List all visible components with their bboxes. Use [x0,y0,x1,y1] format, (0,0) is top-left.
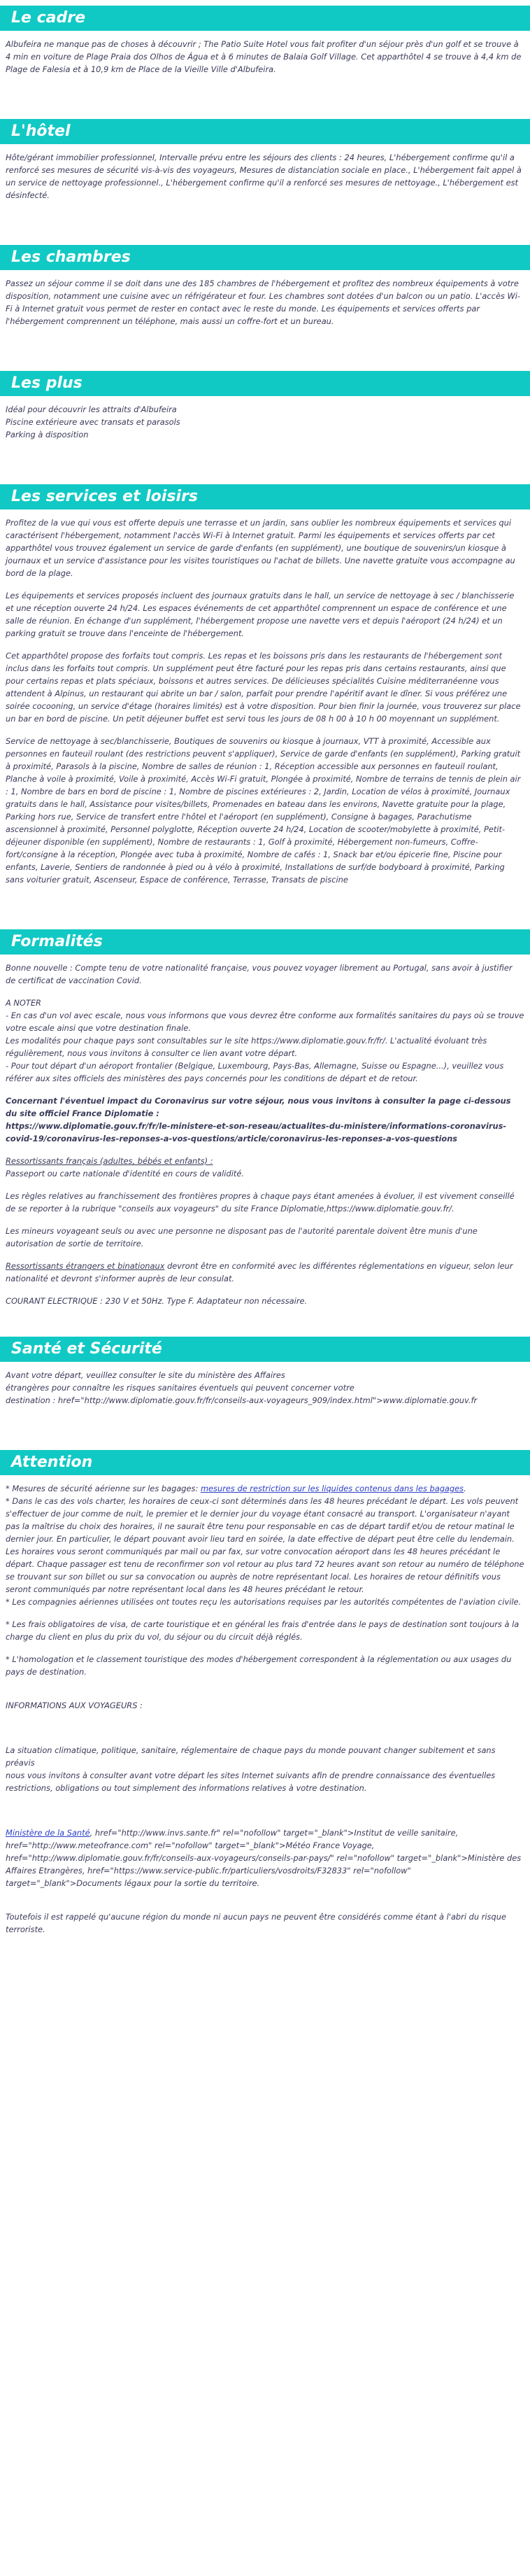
formalites-electric: COURANT ELECTRIQUE : 230 V et 50Hz. Type F. Adaptateur non nécessaire. [6,1296,308,1306]
services-paragraph: Service de nettoyage à sec/blanchisserie, Boutiques de souvenirs ou kiosque à journaux, VTT à proximité, Accessible aux personnes en fauteuil roulant (des restrictions peuvent s'appliquer), Service de garde d'enfants (en supplément), Parking gratuit à proximité, Parasols à la piscine, Nombre de salles de réunion : 1, Réception accessible aux personnes en fauteuil roulant, Planche à voile à proximité, Voile à proximité, Accès Wi-Fi gratuit, Plongée à proximité, Nombre de terrains de tennis de plein air : 1, Nombre de bars en bord de piscine : 1, Nombre de piscines extérieures : 2, Jardin, Location de vélos à proximité, Journaux gratuits dans le hall, Assistance pour visites/billets, Promenades en bateau dans les environs, Navette gratuite pour la plage, Parking hors rue, Service de transfert entre l'hôtel et l'aéroport (en supplément), Consigne à bagages, Parachutisme ascensionnel à proximité, Personnel polyglotte, Réception ouverte 24 h/24, Location de scooter/mobylette à proximité, Petit-déjeuner disponible (en supplément), Nombre de restaurants : 1, Golf à proximité, Hébergement non-fumeurs, Coffre-fort/consigne à la réception, Plongée avec tuba à proximité, Nombre de cafés : 1, Snack bar et/ou épicerie fine, Piscine pour enfants, Laverie, Sentiers de randonnée à pied ou à vélo à proximité, Installations de surf/de bodyboard à proximité, Parking sans voiturier gratuit, Ascenseur, Espace de conférence, Terrasse, Transats de piscine [6,736,524,885]
formalites-nationals [0,1155,530,1180]
attention-baggage [0,1482,530,1495]
hotel-text: Hôte/gérant immobilier professionnel, Intervalle prévu entre les séjours des clients : 24 heures, L'hébergement confirme qu'il a renforcé ses mesures de sécurité vis-à-vis des voyageurs, Mesures de distanciation sociale en place., L'hébergement fait appel à un service de nettoyage professionnel., L'hébergement confirme qu'il a renforcé ses mesures de nettoyage., L'hébergement est désinfecté. [6,153,524,200]
formalites-foreign-head: Ressortissants étrangers et binationaux [6,1261,165,1271]
formalites-foreign [0,1260,530,1285]
formalites-borders: Les règles relatives au franchissement des frontières propres à chaque pays étant amenées à évoluer, il est vivement conseillé de se reporter à la rubrique "conseils aux voyageurs" du site France Diplomatie,https://www.diplomatie.gouv.fr/. [6,1191,517,1213]
section-title-chambres: Les chambres [0,245,530,270]
plus-line: Piscine extérieure avec transats et parasols [6,417,180,427]
attention-charter: * Dans le cas des vols charter, les horaires de ceux-ci sont déterminés dans les 48 heures précédant le départ. Les vols peuvent s'effectuer de jour comme de nuit, le premier et le dernier jour du voyage étant consacré au transport. L'organisateur n'ayant pas la maîtrise du choix des horaires, il ne saurait être tenu pour responsable en cas de départ tardif et/ou de retour matinal le dernier jour. En particulier, le départ pouvant avoir lieu tard en soirée, la date effective de départ peut être celle du lendemain. Les horaires vous seront communiqués par mail ou par fax, sur votre convocation aéroport dans les 48 heures précédant le départ. Chaque passager est tenu de reconfirmer son vol retour au plus tard 72 heures avant son retour au numéro de téléphone se trouvant sur son billet ou sur sa convocation ou auprès de notre représentant local. Les horaires de retour définitifs vous seront communiqués par notre représentant local dans les 48 heures précédant le retour. * Les compagnies aériennes utilisées ont toutes reçu les autorisations requises par les autorités compétentes de l'aviation civile. [6,1496,524,1607]
plus-list [0,403,530,441]
section-title-cadre: Le cadre [0,6,530,31]
attention-baggage-suffix: . [464,1484,466,1493]
attention-links-rest: , href="http://www.invs.sante.fr" rel="nofollow" target="_blank">Institut de veille sanitaire, href="http://www.meteofrance.com" rel="nofollow" target="_blank">Météo France Voyage, href="http://www.diplomatie.gouv.fr/fr/conseils-aux-voyageurs/conseils-par-pays/" rel="nofollow" target="_blank">Ministère des Affaires Etrangères, href="https://www.service-public.fr/particuliers/vosdroits/F32833" rel="nofollow" target="_blank">Documents légaux pour la sortie du territoire. [6,1828,524,1888]
attention-homologation: * L'homologation et le classement touristique des modes d'hébergement correspondent à la réglementation ou aux usages du pays de destination. [6,1654,514,1677]
services-paragraph: Cet apparthôtel propose des forfaits tout compris. Les repas et les boissons pris dans les restaurants de l'hébergement sont inclus dans les forfaits tout compris. Un supplément peut être facturé pour les repas pris dans certains restaurants, ainsi que pour certains repas et plats spéciaux, boissons et autres services. De délicieuses spécialités Cuisine méditerranéenne vous attendent à Alpinus, un restaurant qui abrite un bar / salon, parfait pour prendre l'apéritif avant le dîner. Si vous préférez une soirée cocooning, un service d'étage (horaires limités) est à votre disposition. Pour bien finir la journée, vous trouverez sur place un bar en bord de piscine. Un petit déjeuner buffet est servi tous les jours de 08 h 00 à 10 h 00 moyennant un supplément. [6,651,524,724]
formalites-nationals-body: Passeport ou carte nationale d'identité en cours de validité. [6,1169,244,1178]
section-title-hotel: L'hôtel [0,119,530,144]
services-paragraph: Profitez de la vue qui vous est offerte depuis une terrasse et un jardin, sans oublier les nombreux équipements et services qui caractérisent l'hébergement, notamment l'accès Wi-Fi à Internet gratuit. Parmi les équipements et services offerts par cet apparthôtel vous trouvez également un service de garde d'enfants (en supplément), une boutique de souvenirs/un kiosque à journaux et un service d'assistance pour les visites touristiques ou l'achat de billets. Une navette gratuite vous accompagne au bord de la plage. [6,518,518,578]
cadre-text: Albufeira ne manque pas de choses à découvrir ; The Patio Suite Hotel vous fait profiter d'un séjour près d'un golf et se trouve à 4 min en voiture de Plage Praia dos Olhos de Água et à 6 minutes de Balaia Golf Village. Cet apparthôtel 4 se trouve à 4,4 km de Plage de Falesia et à 10,9 km de Place de la Vieille Ville d'Albufeira. [6,39,524,74]
attention-situation: La situation climatique, politique, sanitaire, réglementaire de chaque pays du monde pouvant changer subitement et sans préavis nous vous invitons à consulter avant votre départ les sites Internet suivants afin de prendre connaissance des éventuelles restrictions, obligations ou tout simplement des informations relatives à votre destination. [6,1745,496,1793]
section-title-sante: Santé et Sécurité [0,1337,530,1362]
plus-line: Idéal pour découvrir les attraits d'Albufeira [6,404,177,414]
formalites-note: A NOTER - En cas d'un vol avec escale, nous vous informons que vous devrez être conforme aux formalités sanitaires du pays où se trouve votre escale ainsi que votre destination finale. Les modalités pour chaque pays sont consultables sur le site https://www.diplomatie.gouv.fr/fr/. L'actualité évoluant très régulièrement, nous vous invitons à consulter ce lien avant votre départ. - Pour tout départ d'un aéroport frontalier (Belgique, Luxembourg, Pays-Bas, Allemagne, Suisse ou Espagne...), veuillez vous référer aux sites officiels des ministères des pays concernés pour les conditions de départ et de retour. [6,998,524,1083]
liquids-restriction-link[interactable]: mesures de restriction sur les liquides contenus dans les bagages [200,1484,464,1493]
section-title-attention: Attention [0,1450,530,1475]
attention-fees: * Les frais obligatoires de visa, de carte touristique et en général les frais d'entrée dans le pays de destination sont toujours à la charge du client en plus du prix du vol, du séjour ou du circuit déjà réglés. [6,1619,522,1642]
ministere-sante-link[interactable]: Ministère de la Santé [6,1828,90,1838]
attention-terrorism: Toutefois il est rappelé qu'aucune région du monde ni aucun pays ne peuvent être considérés comme étant à l'abri du risque terroriste. [6,1912,509,1934]
formalites-minors: Les mineurs voyageant seuls ou avec une personne ne disposant pas de l'autorité parentale doivent être munis d'une autorisation de sortie de territoire. [6,1226,480,1248]
attention-baggage-prefix: * Mesures de sécurité aérienne sur les bagages: [6,1484,201,1493]
chambres-text: Passez un séjour comme il se doit dans une des 185 chambres de l'hébergement et profitez des nombreux équipements à votre disposition, notamment une cuisine avec un réfrigérateur et four. Les chambres sont dotées d'un balcon ou un patio. L'accès Wi-Fi à Internet gratuit vous permet de rester en contact avec le reste du monde. Les équipements et services offerts par l'hébergement comprennent un téléphone, mais aussi un coffre-fort et un bureau. [6,279,522,326]
section-title-services: Les services et loisirs [0,484,530,509]
formalites-covid: Concernant l'éventuel impact du Coronavirus sur votre séjour, nous vous invitons à consulter la page ci-dessous du site officiel France Diplomatie : https://www.diplomatie.gouv.fr/fr/le-ministere-et-son-reseau/actualites-du-ministere/informations-coronavirus-covid-19/coronavirus-les-reponses-a-vos-questions/article/coronavirus-les-reponses-a-vos-questions [6,1096,511,1143]
section-title-formalites: Formalités [0,929,530,955]
attention-links [0,1827,530,1889]
formalites-intro: Bonne nouvelle : Compte tenu de votre nationalité française, vous pouvez voyager librement au Portugal, sans avoir à justifier de certificat de vaccination Covid. [6,963,515,985]
services-paragraph: Les équipements et services proposés incluent des journaux gratuits dans le hall, un service de nettoyage à sec / blanchisserie et une réception ouverte 24 h/24. Les espaces événements de cet apparthôtel comprennent un espace de conférence et une salle de réunion. En échange d'un supplément, l'hébergement propose une navette vers et depuis l'aéroport (24 h/24) et un parking gratuit se trouve dans l'enceinte de l'hébergement. [6,591,517,638]
formalites-foreign-body: devront être en conformité avec les différentes réglementations en vigueur, selon leur nationalité et devront s'informer auprès de leur consulat. [6,1261,516,1283]
plus-line: Parking à disposition [6,430,89,439]
formalites-nationals-head: Ressortissants français (adultes, bébés et enfants) : [6,1156,213,1166]
sante-text: Avant votre départ, veuillez consulter le site du ministère des Affaires étrangères pour connaître les risques sanitaires éventuels qui peuvent concerner votre destination : href="http://www.diplomatie.gouv.fr/fr/conseils-aux-voyageurs_909/index.html">www.diplomatie.gouv.fr [6,1370,478,1405]
attention-info-heading: INFORMATIONS AUX VOYAGEURS : [6,1701,143,1710]
section-title-plus: Les plus [0,371,530,396]
